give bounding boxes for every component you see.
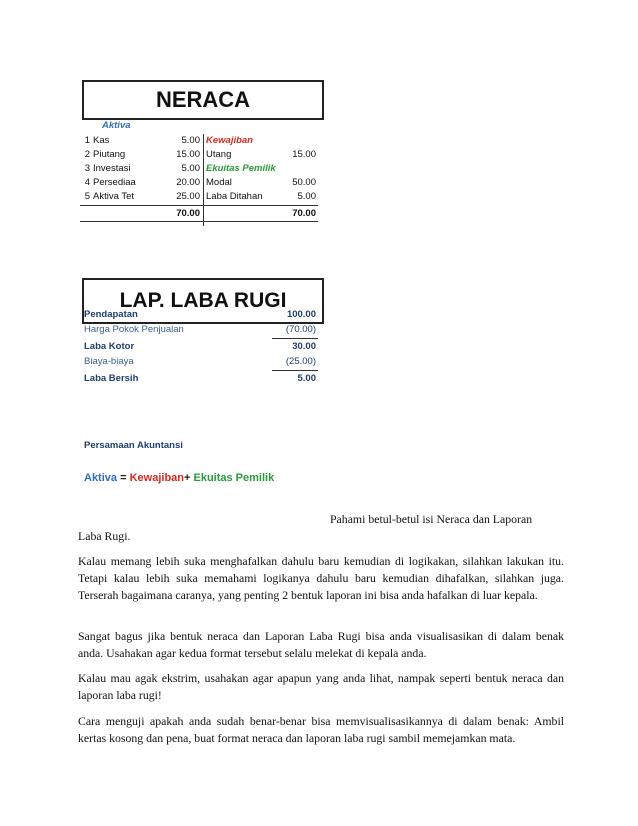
asset-value: 20.00 — [176, 177, 200, 188]
line-label: Pendapatan — [84, 309, 138, 320]
aktiva-header: Aktiva — [102, 120, 131, 131]
paragraph-2: Sangat bagus jika bentuk neraca dan Laporan Laba Rugi bisa anda visualisasikan di dalam benak anda. Usahakan agar kedua format tersebut selalu melekat di kepala anda. — [78, 629, 564, 660]
neraca-row — [80, 176, 318, 189]
asset-name: Piutang — [93, 149, 126, 160]
row-number: 2 — [84, 149, 90, 160]
laba-rugi-row — [80, 372, 320, 386]
intro-text-right: Pahami betul-betul isi Neraca dan Laporan — [330, 512, 533, 526]
liability-header: Kewajiban — [206, 135, 253, 146]
asset-value: 25.00 — [176, 191, 200, 202]
neraca-row — [80, 190, 318, 203]
persamaan-title: Persamaan Akuntansi — [84, 440, 183, 451]
row-number: 4 — [84, 177, 90, 188]
laba-rugi-row — [80, 355, 320, 369]
accounting-equation — [84, 472, 274, 484]
liability-name: Utang — [206, 149, 232, 160]
neraca-title: NERACA — [82, 80, 324, 120]
line-value: (25.00) — [285, 356, 316, 367]
asset-value: 5.00 — [181, 163, 200, 174]
total-aktiva: 70.00 — [176, 208, 200, 219]
laba-rugi-row — [80, 323, 320, 337]
line-value: 100.00 — [286, 309, 316, 320]
subtotal-line — [272, 370, 318, 371]
line-value: 30.00 — [292, 341, 316, 352]
eq-kewajiban: Kewajiban — [129, 472, 184, 484]
row-number: 5 — [84, 191, 90, 202]
equity-value: 5.00 — [297, 191, 316, 202]
line-value: 5.00 — [297, 373, 316, 384]
subtotal-line — [272, 338, 318, 339]
paragraph-1: Kalau memang lebih suka menghafalkan dahulu baru kemudian di logikakan, silahkan lakukan itu. Tetapi kalau lebih suka memahami logikanya dahulu baru kemudian dihafalkan, silahkan juga. Terserah bagaimana caranya, yang penting 2 bentuk laporan ini bisa anda hafalkan di luar kepala. — [78, 554, 564, 602]
eq-plus: + — [184, 472, 191, 484]
asset-value: 15.00 — [176, 149, 200, 160]
neraca-total-row — [80, 207, 318, 220]
neraca-row — [80, 134, 318, 147]
neraca-row — [80, 162, 318, 175]
asset-name: Persediaa — [93, 177, 136, 188]
laba-rugi-row — [80, 308, 320, 322]
total-underline — [80, 221, 318, 222]
laba-rugi-row — [80, 340, 320, 354]
line-value: (70.00) — [285, 324, 316, 335]
neraca-row — [80, 148, 318, 161]
total-passiva: 70.00 — [292, 208, 316, 219]
paragraph-4: Cara menguji apakah anda sudah benar-benar bisa memvisualisasikannya di dalam benak: Ambil kertas kosong dan pena, buat format neraca dan laporan laba rugi sambil memejamkan mata. — [78, 714, 564, 745]
liability-value: 15.00 — [292, 149, 316, 160]
asset-value: 5.00 — [181, 135, 200, 146]
total-divider — [80, 205, 318, 206]
accounting-figure — [78, 74, 328, 492]
row-number: 1 — [84, 135, 90, 146]
eq-aktiva: Aktiva — [84, 472, 118, 484]
paragraph-3: Kalau mau agak ekstrim, usahakan agar apapun yang anda lihat, nampak seperti bentuk neraca dan laporan laba rugi! — [78, 671, 564, 702]
eq-ekuitas: Ekuitas Pemilik — [193, 472, 275, 484]
line-label: Laba Bersih — [84, 373, 139, 384]
row-number: 3 — [84, 163, 90, 174]
equity-name: Laba Ditahan — [206, 191, 263, 202]
line-label: Laba Kotor — [84, 341, 135, 352]
line-label: Harga Pokok Penjualan — [84, 324, 184, 335]
equity-value: 50.00 — [292, 177, 316, 188]
equity-header: Ekuitas Pemilik — [206, 163, 276, 174]
asset-name: Investasi — [93, 163, 131, 174]
line-label: Biaya-biaya — [84, 356, 134, 367]
intro-text-left: Laba Rugi. — [78, 529, 131, 543]
asset-name: Kas — [93, 135, 110, 146]
laba-rugi-title: LAP. LABA RUGI — [82, 278, 324, 324]
eq-equals: = — [120, 472, 127, 484]
equity-name: Modal — [206, 177, 232, 188]
asset-name: Aktiva Tet — [93, 191, 135, 202]
